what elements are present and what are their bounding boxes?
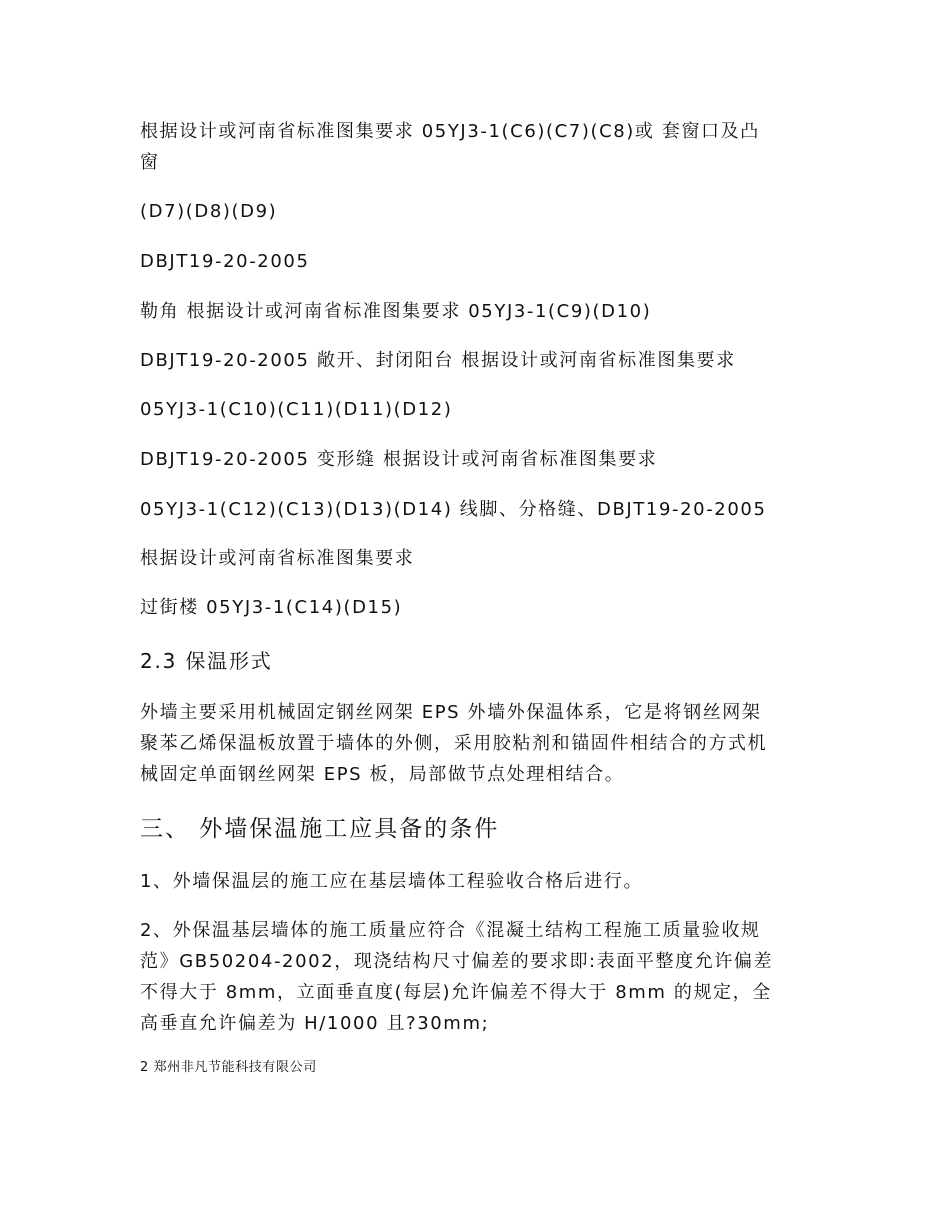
text-line: 根据设计或河南省标准图集要求 05YJ3-1(C6)(C7)(C8)或 套窗口及凸 (140, 121, 760, 142)
text-line: 05YJ3-1(C12)(C13)(D13)(D14) 线脚、分格缝、DBJT19-20-2005 (140, 499, 767, 520)
list-item (140, 915, 820, 1039)
paragraph-line: 不得大于 8mm，立面垂直度(每层)允许偏差不得大于 8mm 的规定，全 (140, 982, 772, 1003)
text-line: 窗 (140, 152, 160, 173)
paragraph-line: 高垂直允许偏差为 H/1000 且?30mm; (140, 1013, 490, 1034)
text-line: 根据设计或河南省标准图集要求 (140, 548, 415, 569)
section-paragraph (140, 697, 820, 790)
text-line: 05YJ3-1(C10)(C11)(D11)(D12) (140, 399, 453, 420)
chapter-heading: 三、 外墙保温施工应具备的条件 (140, 816, 500, 842)
text-line: DBJT19-20-2005 变形缝 根据设计或河南省标准图集要求 (140, 449, 658, 470)
page-footer: 2 郑州非凡节能科技有限公司 (140, 1060, 317, 1075)
paragraph-line: 械固定单面钢丝网架 EPS 板，局部做节点处理相结合。 (140, 764, 625, 785)
text-line: DBJT19-20-2005 (140, 251, 310, 272)
text-line: DBJT19-20-2005 敞开、封闭阳台 根据设计或河南省标准图集要求 (140, 350, 736, 371)
paragraph-line: 聚苯乙烯保温板放置于墙体的外侧，采用胶粘剂和锚固件相结合的方式机 (140, 733, 768, 754)
text-line: 勒角 根据设计或河南省标准图集要求 05YJ3-1(C9)(D10) (140, 301, 652, 322)
text-line: (D7)(D8)(D9) (140, 201, 278, 222)
paragraph-line: 范》GB50204-2002，现浇结构尺寸偏差的要求即:表面平整度允许偏差 (140, 951, 774, 972)
paragraph-line: 2、外保温基层墙体的施工质量应符合《混凝土结构工程施工质量验收规 (140, 920, 761, 941)
text-line: 过街楼 05YJ3-1(C14)(D15) (140, 597, 403, 618)
paragraph-line: 外墙主要采用机械固定钢丝网架 EPS 外墙外保温体系，它是将钢丝网架 (140, 702, 762, 723)
list-item: 1、外墙保温层的施工应在基层墙体工程验收合格后进行。 (140, 871, 644, 892)
section-heading: 2.3 保温形式 (140, 649, 273, 673)
